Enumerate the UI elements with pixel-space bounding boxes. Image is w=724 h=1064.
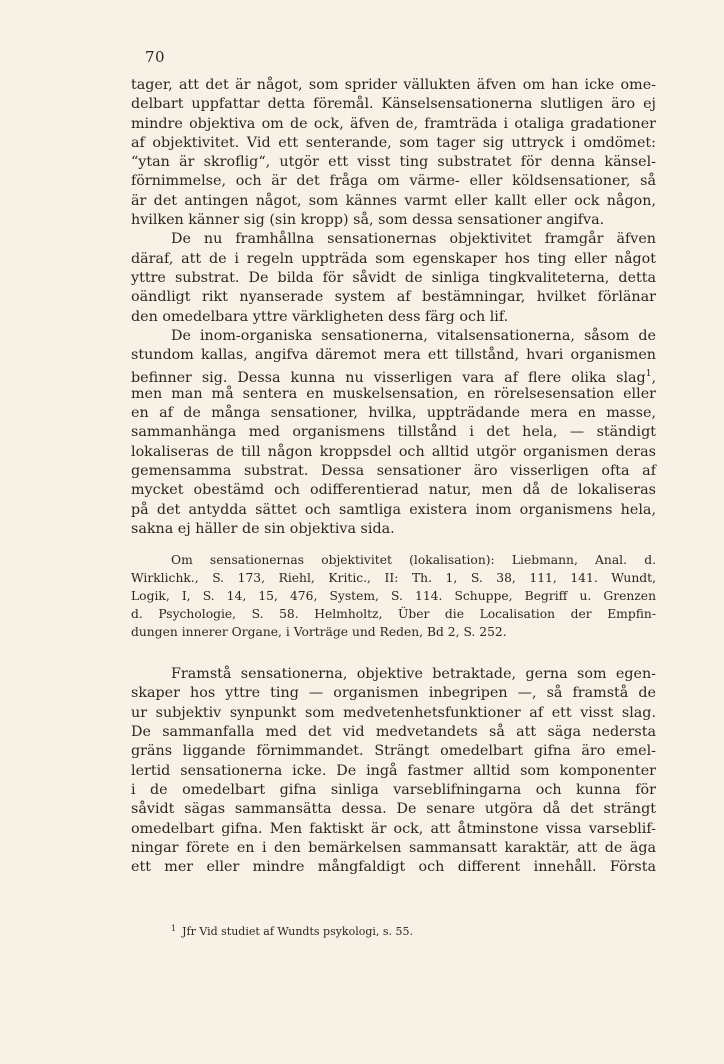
text-line: men man må sentera en muskelsensation, en rörelsesensation eller: [131, 385, 656, 402]
text-line: en af de många sensationer, hvilka, uppträdande mera en masse,: [131, 405, 656, 422]
text-line: af objektivitet. Vid ett senterande, som tager sig uttryck i omdömet:: [131, 134, 656, 151]
footnote-text: Jfr Vid studiet af Wundts psykologi, s. 55.: [182, 925, 414, 938]
text-line: hvilken känner sig (sin kropp) så, som dessa sensationer angifva.: [131, 212, 605, 229]
note-line: d. Psychologie, S. 58. Helmholtz, Über die Localisation der Empfin-: [131, 607, 656, 622]
paragraph-3: [131, 327, 656, 539]
page-number: 70: [145, 48, 166, 66]
text-line: den omedelbara yttre värkligheten dess färg och lif.: [131, 308, 509, 325]
text-line: sakna ej häller de sin objektiva sida.: [131, 520, 395, 537]
text-line: mycket obestämd och odifferentierad natur, men då de lokaliseras: [131, 482, 656, 499]
text-line: ningar förete en i den bemärkelsen sammansatt karaktär, att de äga: [131, 839, 656, 856]
text-line: är det antingen något, som kännes varmt eller kallt eller ock någon,: [131, 192, 656, 209]
text-line: såvidt sägas sammansätta dessa. De senare utgöra då det strängt: [131, 801, 656, 818]
text-line: lokaliseras de till någon kroppsdel och alltid utgör organismen deras: [131, 443, 656, 460]
text-line: däraf, att de i regeln uppträda som egenskaper hos ting eller något: [131, 250, 656, 267]
text-line: De inom-organiska sensationerna, vitalsensationerna, såsom de: [171, 327, 656, 344]
note-line: Om sensationernas objektivitet (lokalisation): Liebmann, Anal. d.: [171, 553, 656, 568]
section-gap: [131, 641, 656, 665]
text-line: De nu framhållna sensationernas objektivitet framgår äfven: [171, 231, 656, 248]
note-line: dungen innerer Organe, i Vorträge und Reden, Bd 2, S. 252.: [131, 625, 507, 640]
footnote: [171, 924, 413, 938]
text-line: omedelbart gifna. Men faktiskt är ock, att åtminstone vissa varseblif-: [131, 820, 656, 837]
reference-note: [131, 551, 656, 641]
text-line: De sammanfalla med det vid medvetandets så att säga nedersta: [131, 724, 656, 741]
text-line: gemensamma substrat. Dessa sensationer äro visserligen ofta af: [131, 462, 656, 479]
body-text: [131, 76, 656, 877]
text-line: ett mer eller mindre mångfaldigt och different innehåll. Första: [131, 859, 656, 876]
text-line: delbart uppfattar detta föremål. Känselsensationerna slutligen äro ej: [131, 96, 656, 113]
text-line: gräns liggande förnimmandet. Strängt omedelbart gifna äro emel-: [131, 743, 656, 760]
text-line: oändligt rikt nyanserade system af bestämningar, hvilket förlänar: [131, 289, 656, 306]
note-line: Logik, I, S. 14, 15, 476, System, S. 114. Schuppe, Begriff u. Grenzen: [131, 589, 656, 604]
footnote-reference: 1: [645, 369, 652, 380]
text-line: lertid sensationerna icke. De ingå fastmer alltid som komponenter: [131, 762, 656, 779]
text-line: befinner sig. Dessa kunna nu visserligen vara af flere olika slag$^1$,: [131, 369, 656, 387]
text-line: skaper hos yttre ting — organismen inbegripen —, så framstå de: [131, 685, 656, 702]
text-line: mindre objektiva om de ock, äfven de, framträda i otaliga gradationer: [131, 115, 656, 132]
footnote-marker: 1: [171, 924, 177, 933]
text-line: sammanhänga med organismens tillstånd i det hela, — ständigt: [131, 424, 656, 441]
text-line: förnimmelse, och är det fråga om värme- eller köldsensationer, så: [131, 173, 656, 190]
paragraph-2: [131, 230, 656, 326]
text-line-content: befinner sig. Dessa kunna nu visserligen vara af flere olika slag: [131, 370, 646, 387]
text-line: Framstå sensationerna, objektive betraktade, gerna som egen-: [171, 666, 656, 683]
paragraph-1: [131, 76, 656, 230]
paragraph-4: [131, 665, 656, 877]
text-line: på det antydda sättet och samtliga existera inom organismens hela,: [131, 501, 656, 518]
text-line: tager, att det är något, som sprider vällukten äfven om han icke ome-: [131, 77, 656, 93]
text-line: yttre substrat. De bilda för såvidt de sinliga tingkvaliteterna, detta: [131, 269, 656, 286]
text-line: stundom kallas, angifva däremot mera ett tillstånd, hvari organismen: [131, 347, 656, 364]
text-line: i de omedelbart gifna sinliga varseblifningarna och kunna för: [131, 781, 656, 798]
text-line: “ytan är skroflig“, utgör ett visst ting substratet för denna känsel-: [131, 154, 656, 171]
text-line: ur subjektiv synpunkt som medvetenhetsfunktioner af ett visst slag.: [131, 704, 656, 721]
note-line: Wirklichk., S. 173, Riehl, Kritic., II: Th. 1, S. 38, 111, 141. Wundt,: [131, 571, 656, 586]
